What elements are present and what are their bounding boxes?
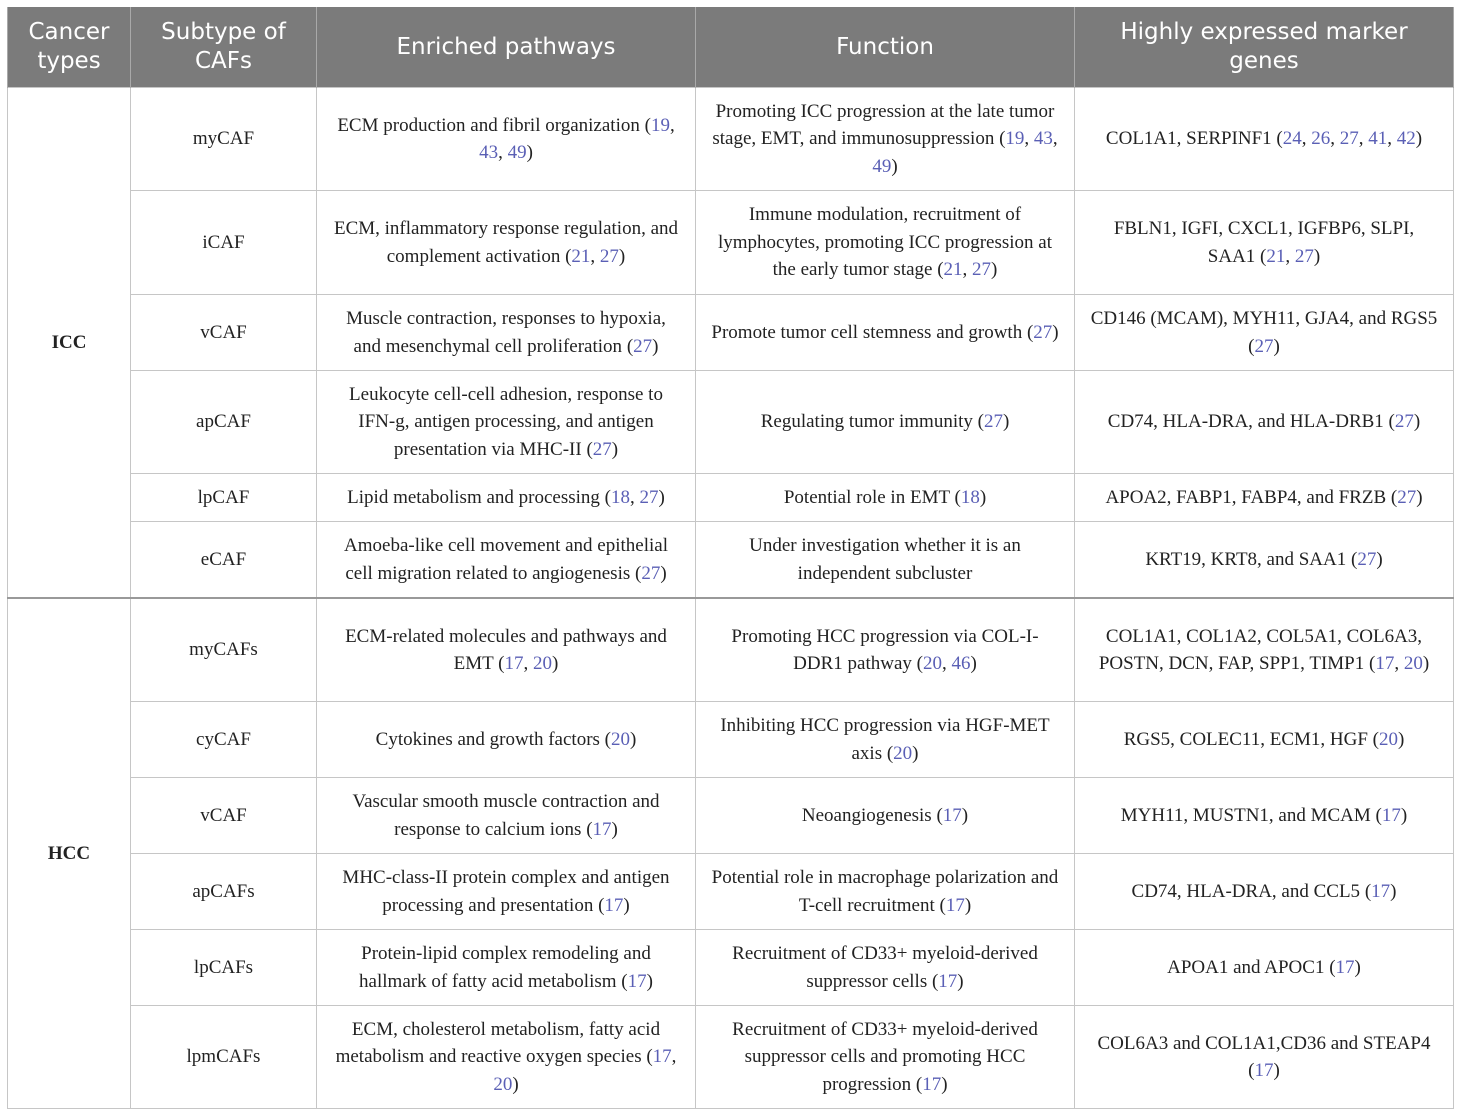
table-row (8, 598, 1454, 702)
reference-link[interactable]: 43 (1033, 128, 1053, 150)
pathways-text: Amoeba-like cell movement and epithelial cell migration related to angiogenesis (344, 535, 668, 584)
table-row (8, 778, 1454, 854)
markers-cell: CD74, HLA-DRA, and CCL5 (17) (1075, 854, 1454, 930)
pathways-cell: Leukocyte cell-cell adhesion, response to IFN-g, antigen processing, and antigen presentation via MHC-II (27) (317, 371, 696, 474)
reference-link[interactable]: 27 (1339, 128, 1359, 150)
pathways-text: Vascular smooth muscle contraction and response to calcium ions (352, 791, 660, 840)
function-cell (696, 522, 1075, 599)
markers-text: COL1A1, COL1A2, COL5A1, COL6A3, POSTN, DCN, FAP, SPP1, TIMP1 (1098, 625, 1423, 674)
markers-cell: FBLN1, IGFI, CXCL1, IGFBP6, SLPI, SAA1 (21, 27) (1075, 191, 1454, 295)
reference-link[interactable]: 42 (1396, 128, 1416, 150)
reference-link[interactable]: 49 (872, 155, 892, 177)
subtype-cell: vCAF (131, 295, 317, 371)
pathways-cell: Muscle contraction, responses to hypoxia, and mesenchymal cell proliferation (27) (317, 295, 696, 371)
markers-text: CD146 (MCAM), MYH11, GJA4, and RGS5 (1090, 308, 1438, 329)
reference-link[interactable]: 20 (893, 742, 913, 764)
markers-text: KRT19, KRT8, and SAA1 (1145, 548, 1347, 570)
caf-subtypes-table (7, 7, 1454, 1109)
subtype-cell: cyCAF (131, 702, 317, 778)
header-marker-genes: Highly expressed marker genes (1075, 7, 1454, 88)
pathways-text: ECM, inflammatory response regulation, and complement activation (333, 218, 679, 267)
pathways-cell: Cytokines and growth factors (20) (317, 702, 696, 778)
header-row (8, 7, 1454, 88)
function-text: Promote tumor cell stemness and growth (711, 321, 1023, 343)
subtype-cell: iCAF (131, 191, 317, 295)
pathways-cell: Amoeba-like cell movement and epithelial cell migration related to angiogenesis (27) (317, 522, 696, 599)
function-text: Potential role in EMT (783, 486, 950, 508)
pathways-text: MHC-class-II protein complex and antigen processing and presentation (342, 867, 670, 916)
subtype-cell: eCAF (131, 522, 317, 599)
reference-link[interactable]: 18 (611, 486, 630, 508)
table-row (8, 191, 1454, 295)
pathways-cell: Lipid metabolism and processing (18, 27) (317, 474, 696, 522)
reference-link[interactable]: 49 (507, 142, 527, 163)
reference-link[interactable]: 17 (1254, 1060, 1274, 1081)
reference-link[interactable]: 17 (504, 653, 524, 674)
markers-text: CD74, HLA-DRA, and HLA-DRB1 (1107, 411, 1384, 433)
function-cell: Potential role in EMT (18) (696, 474, 1075, 522)
reference-link[interactable]: 26 (1311, 128, 1331, 150)
markers-cell: COL1A1, COL1A2, COL5A1, COL6A3, POSTN, DCN, FAP, SPP1, TIMP1 (17, 20) (1075, 598, 1454, 702)
reference-link[interactable]: 17 (1335, 956, 1355, 978)
function-text: Recruitment of CD33+ myeloid-derived suppressor cells and promoting HCC progression (732, 1018, 1038, 1095)
function-cell: Promote tumor cell stemness and growth (27) (696, 295, 1075, 371)
reference-link[interactable]: 43 (479, 142, 499, 163)
header-subtype: Subtype of CAFs (131, 7, 317, 88)
subtype-cell: vCAF (131, 778, 317, 854)
function-cell: Promoting HCC progression via COL-I-DDR1 pathway (20, 46) (696, 598, 1075, 702)
pathways-cell: ECM-related molecules and pathways and EMT (17, 20) (317, 598, 696, 702)
markers-text: APOA2, FABP1, FABP4, and FRZB (1105, 486, 1387, 508)
reference-link[interactable]: 17 (942, 804, 962, 826)
reference-link[interactable]: 27 (1294, 245, 1314, 267)
table-row (8, 1006, 1454, 1109)
table-row (8, 88, 1454, 191)
markers-text: APOA1 and APOC1 (1167, 956, 1325, 978)
reference-link[interactable]: 17 (1375, 653, 1395, 674)
function-text: Neoangiogenesis (801, 804, 932, 826)
markers-text: RGS5, COLEC11, ECM1, HGF (1123, 728, 1368, 750)
reference-link[interactable]: 27 (599, 245, 619, 267)
pathways-text: ECM, cholesterol metabolism, fatty acid metabolism and reactive oxygen species (335, 1018, 661, 1068)
markers-cell: COL1A1, SERPINF1 (24, 26, 27, 41, 42) (1075, 88, 1454, 191)
markers-cell: MYH11, MUSTN1, and MCAM (17) (1075, 778, 1454, 854)
markers-cell: KRT19, KRT8, and SAA1 (27) (1075, 522, 1454, 599)
reference-link[interactable]: 20 (533, 653, 552, 674)
markers-cell: APOA1 and APOC1 (17) (1075, 930, 1454, 1006)
table-row (8, 854, 1454, 930)
table-row (8, 295, 1454, 371)
function-text: Regulating tumor immunity (760, 411, 973, 433)
reference-link[interactable]: 27 (983, 411, 1003, 433)
function-text: Inhibiting HCC progression via HGF-MET axis (720, 715, 1050, 764)
reference-link[interactable]: 46 (951, 653, 971, 674)
pathways-text: Protein-lipid complex remodeling and hallmark of fatty acid metabolism (359, 943, 651, 992)
cancer-type-cell: ICC (8, 88, 131, 599)
subtype-cell: myCAFs (131, 598, 317, 702)
table-row (8, 930, 1454, 1006)
reference-link[interactable]: 17 (922, 1073, 942, 1095)
reference-link[interactable]: 20 (1403, 653, 1423, 674)
subtype-cell: lpCAFs (131, 930, 317, 1006)
function-cell: Neoangiogenesis (17) (696, 778, 1075, 854)
function-text: Recruitment of CD33+ myeloid-derived suppressor cells (732, 943, 1038, 992)
reference-link[interactable]: 27 (972, 259, 992, 281)
function-text: Promoting ICC progression at the late tumor stage, EMT, and immunosuppression (712, 100, 1055, 150)
pathways-text: Muscle contraction, responses to hypoxia, and mesenchymal cell proliferation (346, 308, 666, 357)
reference-link[interactable]: 27 (1254, 335, 1274, 357)
function-cell: Regulating tumor immunity (27) (696, 371, 1075, 474)
reference-link[interactable]: 27 (592, 438, 612, 460)
markers-cell: CD74, HLA-DRA, and HLA-DRB1 (27) (1075, 371, 1454, 474)
pathways-text: ECM production and fibril organization (337, 114, 640, 136)
reference-link[interactable]: 27 (633, 335, 653, 357)
table-row (8, 371, 1454, 474)
function-text: Immune modulation, recruitment of lymphocytes, promoting ICC progression at the early tumor stage (717, 204, 1053, 281)
reference-link[interactable]: 27 (1397, 486, 1417, 508)
reference-link[interactable]: 19 (650, 114, 670, 136)
table-row (8, 702, 1454, 778)
header-enriched-pathways: Enriched pathways (317, 7, 696, 88)
markers-cell: CD146 (MCAM), MYH11, GJA4, and RGS5 (27) (1075, 295, 1454, 371)
markers-text: CD74, HLA-DRA, and CCL5 (1131, 880, 1361, 902)
function-cell: Promoting ICC progression at the late tumor stage, EMT, and immunosuppression (19, 43, 49) (696, 88, 1075, 191)
markers-cell: COL6A3 and COL1A1,CD36 and STEAP4 (17) (1075, 1006, 1454, 1109)
function-text: Potential role in macrophage polarization and T-cell recruitment (711, 867, 1059, 916)
header-cancer-types: Cancer types (8, 7, 131, 88)
function-text: Under investigation whether it is an independent subcluster (749, 535, 1021, 584)
reference-link[interactable]: 17 (1381, 804, 1401, 826)
reference-link[interactable]: 17 (592, 818, 612, 840)
subtype-cell: apCAFs (131, 854, 317, 930)
reference-link[interactable]: 17 (1371, 880, 1391, 902)
markers-text: FBLN1, IGFI, CXCL1, IGFBP6, SLPI, SAA1 (1113, 218, 1415, 267)
reference-link[interactable]: 24 (1282, 128, 1302, 150)
pathways-cell: ECM, inflammatory response regulation, and complement activation (21, 27) (317, 191, 696, 295)
cancer-type-cell: HCC (8, 598, 131, 1109)
markers-cell: APOA2, FABP1, FABP4, and FRZB (27) (1075, 474, 1454, 522)
markers-text: MYH11, MUSTN1, and MCAM (1120, 804, 1371, 826)
group-hcc (8, 598, 1454, 1109)
subtype-cell: apCAF (131, 371, 317, 474)
reference-link[interactable]: 20 (922, 653, 942, 674)
markers-text: COL6A3 and COL1A1,CD36 and STEAP4 (1097, 1032, 1431, 1054)
subtype-cell: lpCAF (131, 474, 317, 522)
pathways-cell: Protein-lipid complex remodeling and hallmark of fatty acid metabolism (17) (317, 930, 696, 1006)
reference-link[interactable]: 27 (1357, 548, 1377, 570)
pathways-text: ECM-related molecules and pathways and EMT (345, 625, 667, 674)
reference-link[interactable]: 17 (604, 894, 624, 916)
reference-link[interactable]: 27 (641, 562, 661, 584)
function-cell: Recruitment of CD33+ myeloid-derived suppressor cells and promoting HCC progression (17) (696, 1006, 1075, 1109)
reference-link[interactable]: 17 (938, 970, 958, 992)
markers-cell: RGS5, COLEC11, ECM1, HGF (20) (1075, 702, 1454, 778)
function-cell: Inhibiting HCC progression via HGF-MET axis (20) (696, 702, 1075, 778)
pathways-text: Lipid metabolism and processing (347, 486, 600, 508)
pathways-text: Cytokines and growth factors (375, 728, 600, 750)
reference-link[interactable]: 20 (1378, 728, 1398, 750)
reference-link[interactable]: 18 (960, 486, 980, 508)
reference-link[interactable]: 20 (493, 1073, 513, 1095)
reference-link[interactable]: 17 (652, 1046, 672, 1068)
pathways-cell: ECM, cholesterol metabolism, fatty acid metabolism and reactive oxygen species (17, 20) (317, 1006, 696, 1109)
table-row (8, 474, 1454, 522)
pathways-cell: Vascular smooth muscle contraction and response to calcium ions (17) (317, 778, 696, 854)
table-row (8, 522, 1454, 599)
reference-link[interactable]: 17 (945, 894, 965, 916)
reference-link[interactable]: 27 (639, 486, 659, 508)
markers-text: COL1A1, SERPINF1 (1105, 128, 1272, 150)
reference-link[interactable]: 27 (1033, 321, 1053, 343)
function-cell: Potential role in macrophage polarization and T-cell recruitment (17) (696, 854, 1075, 930)
group-icc (8, 88, 1454, 599)
pathways-cell: ECM production and fibril organization (19, 43, 49) (317, 88, 696, 191)
reference-link[interactable]: 20 (611, 728, 630, 750)
subtype-cell: myCAF (131, 88, 317, 191)
function-cell: Immune modulation, recruitment of lymphocytes, promoting ICC progression at the early tumor stage (21, 27) (696, 191, 1075, 295)
reference-link[interactable]: 21 (1266, 245, 1286, 267)
pathways-cell: MHC-class-II protein complex and antigen processing and presentation (17) (317, 854, 696, 930)
subtype-cell: lpmCAFs (131, 1006, 317, 1109)
pathways-text: Leukocyte cell-cell adhesion, response to IFN-g, antigen processing, and antigen presentation via MHC-II (349, 383, 663, 460)
function-text: Promoting HCC progression via COL-I-DDR1 pathway (731, 625, 1039, 674)
header-function: Function (696, 7, 1075, 88)
reference-link[interactable]: 21 (943, 259, 963, 281)
reference-link[interactable]: 41 (1368, 128, 1388, 150)
function-cell: Recruitment of CD33+ myeloid-derived suppressor cells (17) (696, 930, 1075, 1006)
reference-link[interactable]: 19 (1005, 128, 1025, 150)
reference-link[interactable]: 27 (1394, 411, 1414, 433)
reference-link[interactable]: 17 (627, 970, 647, 992)
reference-link[interactable]: 21 (571, 245, 591, 267)
